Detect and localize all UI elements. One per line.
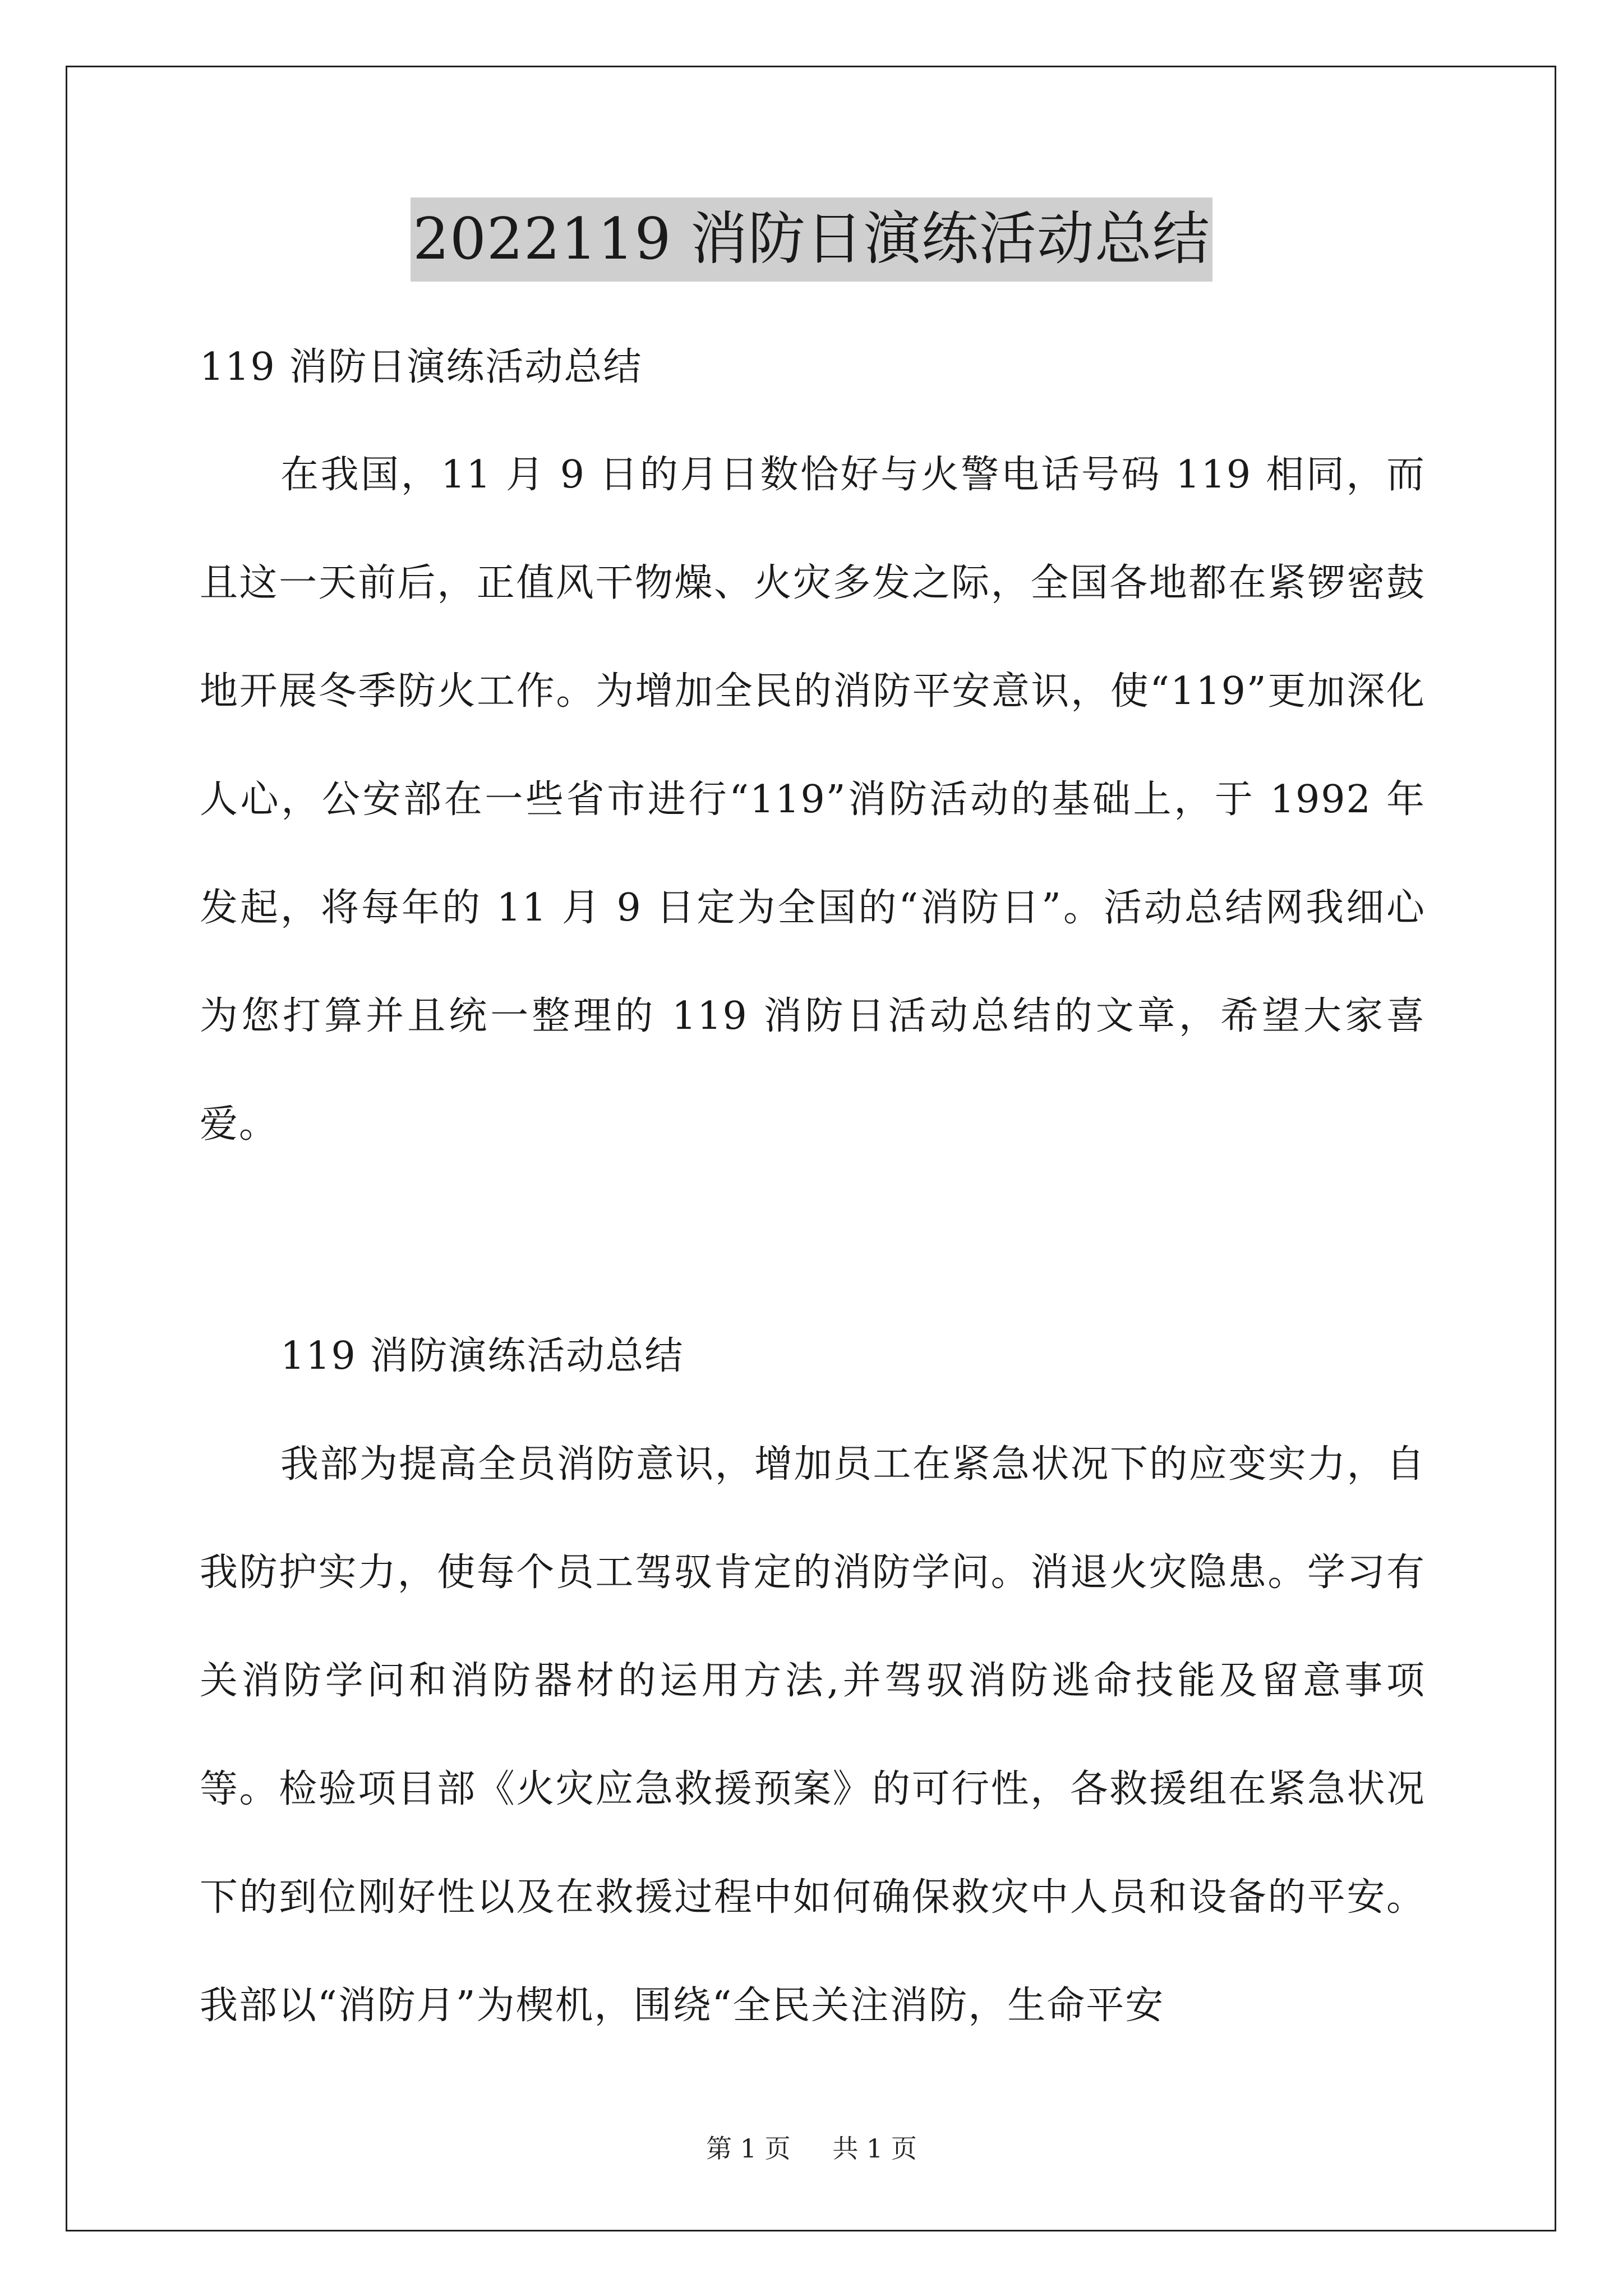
document-body — [200, 314, 1426, 2060]
page-footer — [0, 2132, 1623, 2165]
section-2-heading: 119 消防演练活动总结 — [280, 1334, 684, 1378]
page-number-current: 第 1 页 — [706, 2133, 791, 2164]
section-1-paragraph: 在我国，11 月 9 日的月日数恰好与火警电话号码 119 相同，而且这一天前后，正值风干物燥、火灾多发之际，全国各地都在紧锣密鼓地开展冬季防火工作。为增加全民的消防平安意识，使“119”更加深化人心，公安部在一些省市进行“119”消防活动的基础上，于 1992 年发起，将每年的 11 月 9 日定为全国的“消防日”。活动总结网我细心为您打算并且统一整理的 119 消防日活动总结的文章，希望大家喜爱。 — [200, 453, 1426, 1147]
section-spacer — [200, 1179, 1426, 1302]
section-1-heading: 119 消防日演练活动总结 — [200, 345, 643, 389]
document-title — [0, 197, 1623, 282]
document-title-text: 2022119 消防日演练活动总结 — [411, 197, 1212, 282]
page-number-total: 共 1 页 — [832, 2133, 917, 2164]
section-2-paragraph: 我部为提高全员消防意识，增加员工在紧急状况下的应变实力，自我防护实力，使每个员工驾驭肯定的消防学问。消退火灾隐患。学习有关消防学问和消防器材的运用方法,并驾驭消防逃命技能及留意事项等。检验项目部《火灾应急救援预案》的可行性，各救援组在紧急状况下的到位刚好性以及在救援过程中如何确保救灾中人员和设备的平安。我部以“消防月”为楔机，围绕“全民关注消防，生命平安 — [200, 1442, 1426, 2028]
